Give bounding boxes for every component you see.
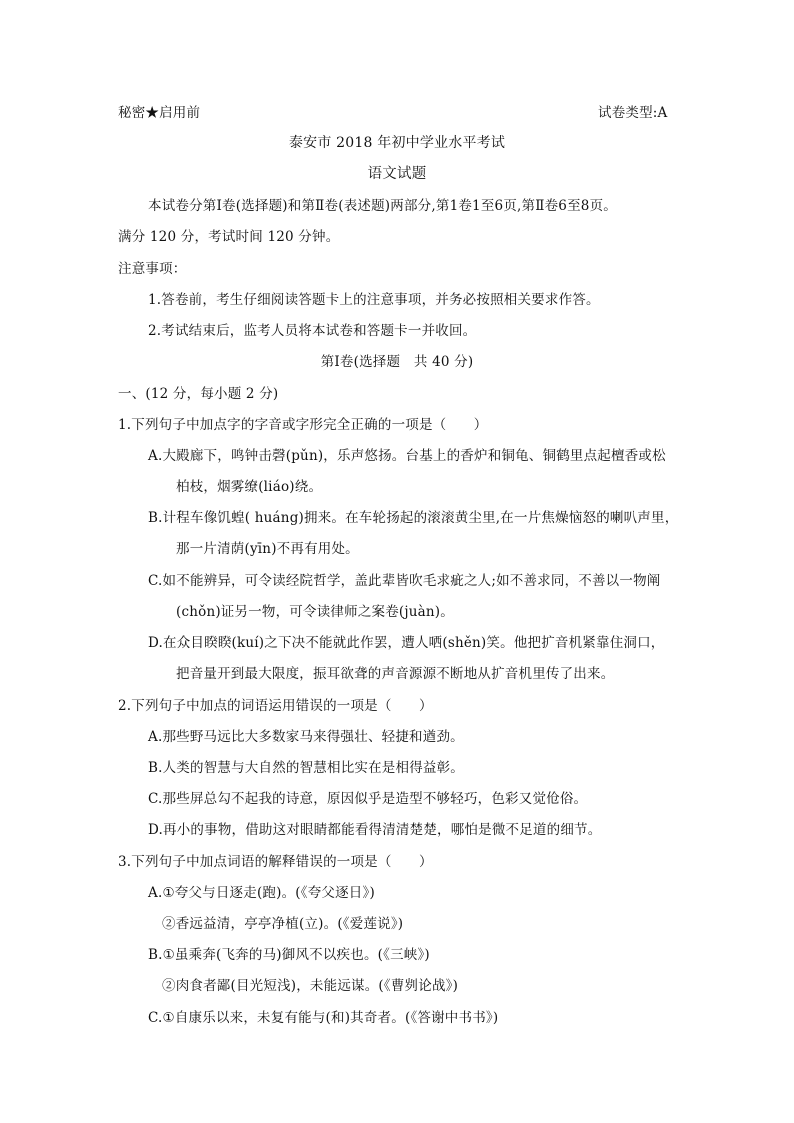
subject-title: 语文试题 — [367, 166, 427, 182]
question-1-option-d: D.在众目睽睽(kuí)之下决不能就此作罢，遭人哂(shěn)笑。他把扩音机紧靠住洞口， — [148, 635, 665, 651]
exam-title: 泰安市 2018 年初中学业水平考试 — [288, 135, 506, 151]
question-2-option-b: B.人类的智慧与大自然的智慧相比实在是相得益彰。 — [148, 760, 465, 776]
question-3-option-c: C.①自康乐以来，未复有能与(和)其奇者。(《答谢中书书》) — [148, 1010, 499, 1026]
question-1-option-c: C.如不能辨异，可令读经院哲学，盖此辈皆吹毛求疵之人;如不善求同，不善以一物阐 — [148, 573, 661, 589]
part-one-heading: 一、(12 分，每小题 2 分) — [118, 386, 279, 402]
question-3-option-a-cont: ②香远益清，亭亭净植(立)。(《爱莲说》) — [162, 916, 404, 932]
question-2-stem: 2.下列句子中加点的词语运用错误的一项是（ ） — [118, 698, 433, 714]
note-2: 2.考试结束后，监考人员将本试卷和答题卡一并收回。 — [148, 323, 477, 339]
question-1-option-a-cont: 柏枝，烟雾缭(liáo)绕。 — [176, 479, 323, 495]
notes-heading: 注意事项： — [118, 261, 187, 277]
question-2-option-c: C.那些屏总勾不起我的诗意，原因似乎是造型不够轻巧，色彩又觉伧俗。 — [148, 791, 588, 807]
question-3-option-b-cont: ②肉食者鄙(目光短浅)，未能远谋。(《曹刿论战》) — [162, 978, 459, 994]
question-1-stem: 1.下列句子中加点字的字音或字形完全正确的一项是（ ） — [118, 417, 488, 433]
question-2-option-d: D.再小的事物，借助这对眼睛都能看得清清楚楚，哪怕是微不足道的细节。 — [148, 822, 602, 838]
intro-line-2: 满分 120 分，考试时间 120 分钟。 — [118, 229, 340, 245]
paper-type-label: 试卷类型:A — [598, 105, 668, 121]
intro-line-1: 本试卷分第Ⅰ卷(选择题)和第Ⅱ卷(表述题)两部分,第1卷1至6页,第Ⅱ卷6至8页。 — [148, 198, 617, 214]
question-1-option-d-cont: 把音量开到最大限度，振耳欲聋的声音源源不断地从扩音机里传了出来。 — [176, 666, 615, 682]
question-2-option-a: A.那些野马远比大多数家马来得强壮、轻捷和遒劲。 — [148, 729, 464, 745]
question-3-option-a: A.①夸父与日逐走(跑)。(《夸父逐日》) — [148, 885, 375, 901]
note-1: 1.答卷前，考生仔细阅读答题卡上的注意事项，并务必按照相关要求作答。 — [148, 292, 600, 308]
question-1-option-b: B.计程车像饥蝗( huáng)拥来。在车轮扬起的滚滚黄尘里,在一片焦燥恼怒的喇叭声里， — [148, 510, 679, 526]
question-1-option-c-cont: (chǒn)证另一物，可令读律师之案卷(juàn)。 — [176, 604, 454, 620]
section-title: 第Ⅰ卷(选择题 共 40 分) — [320, 354, 474, 370]
question-1-option-a: A.大殿廊下，鸣钟击磬(pǔn)，乐声悠扬。台基上的香炉和铜龟、铜鹤里点起檀香或松 — [148, 448, 666, 464]
question-3-option-b: B.①虽乘奔(飞奔的马)御风不以疾也。(《三峡》) — [148, 947, 430, 963]
question-1-option-b-cont: 那一片清荫(yīn)不再有用处。 — [176, 541, 359, 557]
secret-label: 秘密★启用前 — [118, 105, 201, 121]
question-3-stem: 3.下列句子中加点词语的解释错误的一项是（ ） — [118, 854, 433, 870]
